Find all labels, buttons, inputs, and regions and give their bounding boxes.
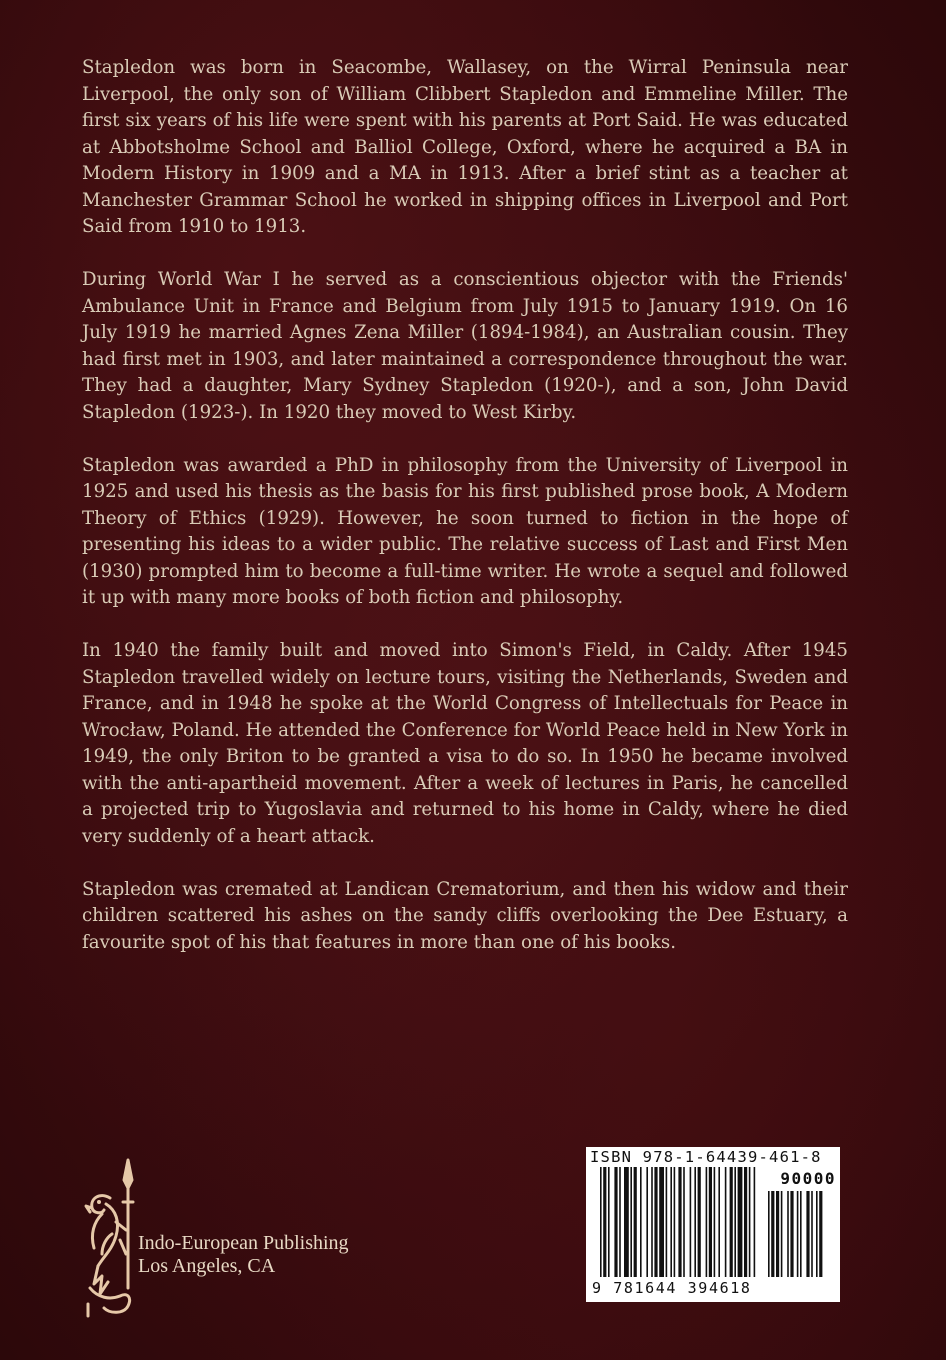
- publisher-imprint: [138, 1232, 349, 1278]
- isbn-label: ISBN 978-1-64439-461-8: [590, 1148, 822, 1166]
- isbn-barcode: [586, 1147, 840, 1302]
- eagle-spear-icon: [80, 1158, 140, 1318]
- bio-paragraph: In 1940 the family built and moved into Simon's Field, in Caldy. After 1945 Stapledon travelled widely on lecture tours, visiting the Netherlands, Sweden and France, and in 1948 he spoke at the World Congress of Intellectuals for Peace in Wrocław, Poland. He attended the Conference for World Peace held in New York in 1949, the only Briton to be granted a visa to do so. In 1950 he became involved with the anti-apartheid movement. After a week of lectures in Paris, he cancelled a projected trip to Yugoslavia and returned to his home in Caldy, where he died very suddenly of a heart attack.: [82, 640, 848, 847]
- barcode-digits: 9 781644 394618: [592, 1279, 752, 1297]
- bio-paragraph: Stapledon was awarded a PhD in philosophy from the University of Liverpool in 1925 and used his thesis as the basis for his first published prose book, A Modern Theory of Ethics (1929). However, he soon turned to fiction in the hope of presenting his ideas to a wider public. The relative success of Last and First Men (1930) prompted him to become a full-time writer. He wrote a sequel and followed it up with many more books of both fiction and philosophy.: [82, 454, 848, 608]
- bio-paragraph: During World War I he served as a conscientious objector with the Friends' Ambulance Unit in France and Belgium from July 1915 to January 1919. On 16 July 1919 he married Agnes Zena Miller (1894-1984), an Australian cousin. They had first met in 1903, and later maintained a correspondence throughout the war. They had a daughter, Mary Sydney Stapledon (1920-), and a son, John David Stapledon (1923-). In 1920 they moved to West Kirby.: [82, 269, 848, 423]
- author-biography: [82, 55, 848, 983]
- price-code: 90000: [780, 1169, 836, 1188]
- publisher-name: Indo-European Publishing: [138, 1232, 349, 1254]
- publisher-location: Los Angeles, CA: [138, 1255, 276, 1277]
- bio-paragraph: Stapledon was born in Seacombe, Wallasey, on the Wirral Peninsula near Liverpool, the only son of William Clibbert Stapledon and Emmeline Miller. The first six years of his life were spent with his parents at Port Said. He was educated at Abbotsholme School and Balliol College, Oxford, where he acquired a BA in Modern History in 1909 and a MA in 1913. After a brief stint as a teacher at Manchester Grammar School he worked in shipping offices in Liverpool and Port Said from 1910 to 1913.: [82, 57, 848, 237]
- bio-paragraph: Stapledon was cremated at Landican Crematorium, and then his widow and their children scattered his ashes on the sandy cliffs overlooking the Dee Estuary, a favourite spot of his that features in more than one of his books.: [82, 878, 848, 953]
